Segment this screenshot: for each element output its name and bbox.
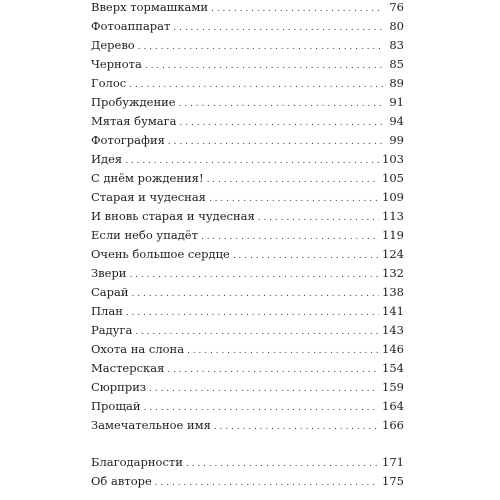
toc-entry-page-number: 132 [382, 266, 404, 280]
toc-entry [91, 207, 404, 226]
toc-entry-title: Чернота [91, 57, 142, 71]
dot-leader [168, 133, 383, 152]
toc-entry-title: Замечательное имя [91, 418, 211, 432]
toc-entry [91, 378, 404, 397]
toc-entry [91, 472, 404, 491]
toc-entry-title: Звери [91, 266, 127, 280]
toc-entry [91, 340, 404, 359]
toc-entry [91, 169, 404, 188]
toc-entry [91, 416, 404, 435]
toc-entry [91, 36, 404, 55]
toc-entry-page-number: 166 [382, 418, 404, 432]
toc-entry-page-number: 76 [389, 0, 404, 14]
dot-leader [186, 455, 379, 474]
toc-entry-page-number: 99 [389, 133, 404, 147]
toc-entry-title: Об авторе [91, 474, 152, 488]
toc-entry-title: Старая и чудесная [91, 190, 206, 204]
toc-entry [91, 321, 404, 340]
toc-entry-title: Благодарности [91, 455, 183, 469]
toc-entry [91, 264, 404, 283]
dot-leader [233, 247, 379, 266]
toc-entry-page-number: 80 [389, 19, 404, 33]
toc-entry-title: Сюрприз [91, 380, 147, 394]
dot-leader [155, 474, 379, 493]
toc-entry [91, 283, 404, 302]
toc-entry [91, 359, 404, 378]
toc-entry-page-number: 91 [389, 95, 404, 109]
toc-entry-title: Прощай [91, 399, 141, 413]
toc-entry-page-number: 89 [389, 76, 404, 90]
toc-entry [91, 74, 404, 93]
toc-entry-page-number: 83 [389, 38, 404, 52]
toc-entry [91, 112, 404, 131]
toc-entry-page-number: 85 [389, 57, 404, 71]
toc-entry-title: Фотография [91, 133, 165, 147]
dot-leader [149, 380, 379, 399]
toc-entry-title: Фотоаппарат [91, 19, 171, 33]
dot-leader [132, 285, 380, 304]
toc-entry-title: Очень большое сердце [91, 247, 230, 261]
dot-leader [258, 209, 379, 228]
dot-leader [138, 38, 383, 57]
dot-leader [211, 0, 383, 19]
toc-entry-page-number: 164 [382, 399, 404, 413]
toc-entry [91, 131, 404, 150]
toc-entry-page-number: 141 [382, 304, 404, 318]
dot-leader [145, 57, 383, 76]
toc-entry-page-number: 143 [382, 323, 404, 337]
dot-leader [129, 266, 379, 285]
toc-entry [91, 0, 404, 17]
toc-entry [91, 93, 404, 112]
toc-entry-page-number: 171 [382, 455, 404, 469]
toc-entry-page-number: 109 [382, 190, 404, 204]
dot-leader [126, 304, 379, 323]
toc-section-gap [91, 435, 404, 453]
table-of-contents [91, 0, 404, 491]
toc-entry-title: Мятая бумага [91, 114, 177, 128]
toc-entry [91, 226, 404, 245]
toc-entry [91, 150, 404, 169]
toc-entry-page-number: 138 [382, 285, 404, 299]
toc-entry-page-number: 103 [382, 152, 404, 166]
toc-entry-title: Голос [91, 76, 127, 90]
toc-entry-title: План [91, 304, 123, 318]
dot-leader [187, 342, 379, 361]
toc-back-matter-list [91, 453, 404, 491]
toc-entry-title: Вверх тормашками [91, 0, 209, 14]
toc-entry-page-number: 159 [382, 380, 404, 394]
toc-entry-page-number: 124 [382, 247, 404, 261]
toc-entry-title: Мастерская [91, 361, 165, 375]
toc-entry [91, 245, 404, 264]
dot-leader [207, 171, 379, 190]
toc-entry-title: Идея [91, 152, 123, 166]
toc-entry-title: С днём рождения! [91, 171, 204, 185]
toc-entry-page-number: 113 [382, 209, 404, 223]
toc-entry-page-number: 94 [389, 114, 404, 128]
dot-leader [214, 418, 379, 437]
dot-leader [180, 114, 383, 133]
toc-entry [91, 17, 404, 36]
toc-entry-title: Охота на слона [91, 342, 185, 356]
toc-entry-page-number: 154 [382, 361, 404, 375]
toc-entry [91, 453, 404, 472]
toc-entry-page-number: 105 [382, 171, 404, 185]
dot-leader [167, 361, 379, 380]
toc-entry-title: И вновь старая и чудесная [91, 209, 255, 223]
toc-entry-title: Сарай [91, 285, 129, 299]
toc-main-list [91, 0, 404, 435]
toc-entry-page-number: 119 [382, 228, 404, 242]
toc-entry [91, 55, 404, 74]
dot-leader [173, 19, 383, 38]
toc-entry [91, 302, 404, 321]
toc-entry-title: Если небо упадёт [91, 228, 198, 242]
toc-entry-title: Радуга [91, 323, 133, 337]
toc-entry [91, 188, 404, 207]
dot-leader [179, 95, 383, 114]
toc-entry-page-number: 146 [382, 342, 404, 356]
toc-entry [91, 397, 404, 416]
toc-entry-title: Пробуждение [91, 95, 176, 109]
toc-entry-title: Дерево [91, 38, 135, 52]
toc-entry-page-number: 175 [382, 474, 404, 488]
